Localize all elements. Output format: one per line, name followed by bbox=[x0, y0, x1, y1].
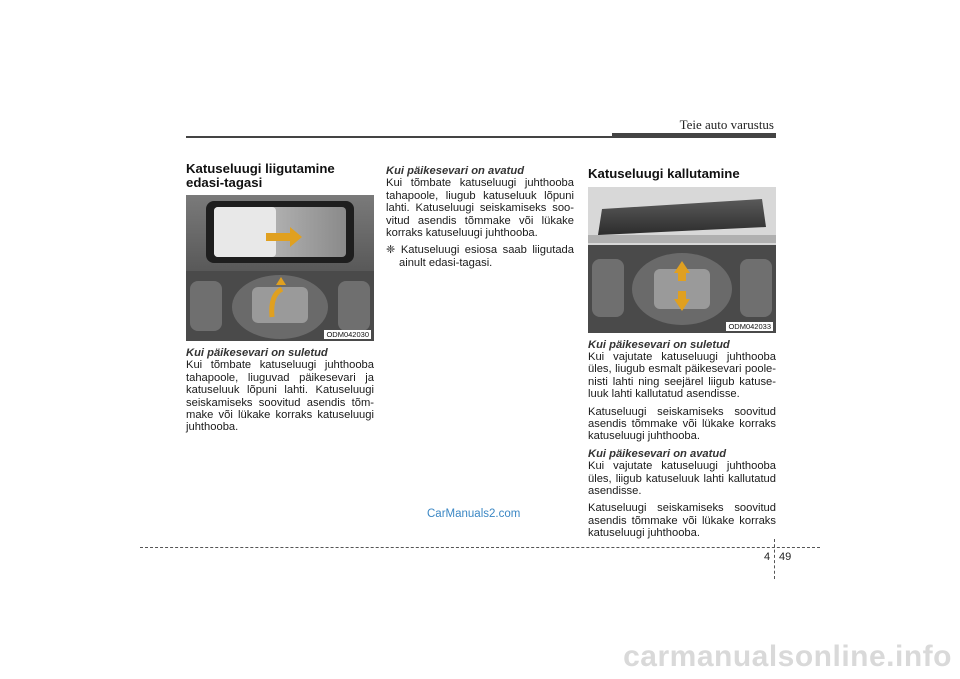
header-rule-accent bbox=[612, 133, 776, 138]
sunroof-slide-illustration bbox=[186, 195, 374, 341]
left-subheading: Kui päikesevari on suletud bbox=[186, 347, 328, 359]
right-subheading-1: Kui päikesevari on suletud bbox=[588, 338, 730, 351]
right-body-4: Katuseluugi seiskamiseks soovitud asendis tõmmake või lükake korraks katuseluugi juhthooba. bbox=[588, 502, 776, 540]
middle-note: ❈ Katuseluugi esiosa saab liigutada ainult edasi-tagasi. bbox=[386, 244, 574, 269]
middle-column bbox=[386, 162, 574, 269]
sunroof-tilt-illustration bbox=[588, 187, 776, 333]
section-title: Teie auto varustus bbox=[679, 117, 774, 132]
footer-rule bbox=[140, 547, 820, 548]
page-number: 49 bbox=[779, 551, 792, 563]
sunroof-tilt-figure bbox=[588, 187, 776, 333]
middle-subheading: Kui päikesevari on avatud bbox=[386, 165, 525, 177]
figure-code: ODM042033 bbox=[728, 321, 771, 331]
right-body-1: Kui vajutate katuseluugi juhthooba üles, liugub esmalt päikesevari poole-nisti lahti ning seejärel liigub katuse-luuk lahti kallutatud asendisse. bbox=[588, 350, 776, 401]
site-watermark: carmanualsonline.info bbox=[623, 640, 952, 673]
left-body: Kui tõmbate katuseluugi juhthooba tahapoole, liuguvad päikesevari ja katuseluuk lõpuni lahti. Katuseluugi seiskamiseks soovitud asendis tõm-make või lükake korraks katuseluugi juhthooba. bbox=[186, 359, 374, 434]
right-subheading-2: Kui päikesevari on avatud bbox=[588, 447, 727, 460]
right-column bbox=[588, 162, 776, 545]
watermark-link[interactable]: CarManuals2.com bbox=[427, 508, 521, 520]
sunroof-slide-figure bbox=[186, 195, 374, 341]
left-column bbox=[186, 162, 374, 439]
left-heading: Katuseluugi liigutamine edasi-tagasi bbox=[186, 161, 335, 190]
figure-code: ODM042030 bbox=[326, 330, 369, 339]
right-heading: Katuseluugi kallutamine bbox=[588, 166, 740, 181]
chapter-number: 4 bbox=[764, 551, 771, 563]
right-body-2: Katuseluugi seiskamiseks soovitud asendis tõmmake või lükake korraks katuseluugi juhthooba. bbox=[588, 405, 776, 443]
right-body-3: Kui vajutate katuseluugi juhthooba üles, liigub katuseluuk lahti kallutatud asendisse. bbox=[588, 460, 776, 497]
middle-body: Kui tõmbate katuseluugi juhthooba tahapoole, liugub katuseluuk lõpuni lahti. Katuseluugi seiskamiseks soo-vitud asendis tõmmake või lükake korraks katuseluugi juhthooba. bbox=[386, 177, 574, 240]
page-number-divider bbox=[774, 539, 775, 579]
